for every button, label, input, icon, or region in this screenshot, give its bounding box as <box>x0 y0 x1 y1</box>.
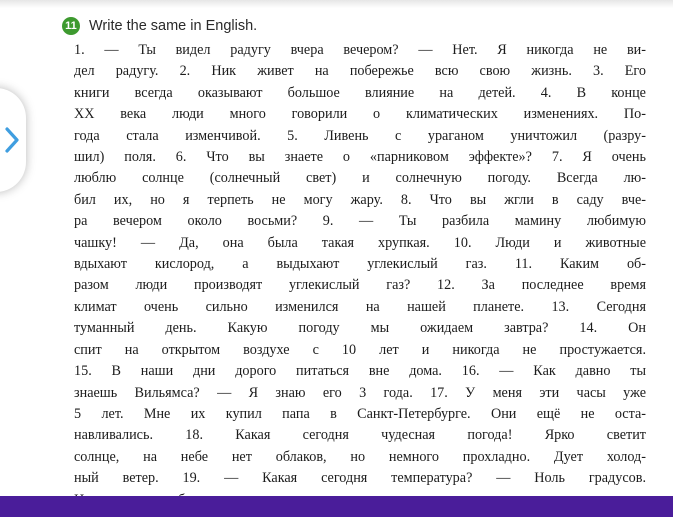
text-line: 5 лет. Мне их купил папа в Санкт-Петербурге. Они ещё не оста- <box>74 405 646 422</box>
text-line: дел радугу. 2. Ник живет на побережье всю свою жизнь. 3. Его <box>74 63 646 80</box>
text-line: климат очень сильно изменился на нашей планете. 13. Сегодня <box>74 298 646 315</box>
top-edge <box>0 0 673 8</box>
text-line: спит на открытом воздухе с 10 лет и никогда не простужается. <box>74 341 646 358</box>
exercise-number-badge: 11 <box>62 17 80 35</box>
text-line: туманный день. Какую погоду мы ожидаем завтра? 14. Он <box>74 320 646 337</box>
exercise-header <box>62 14 257 38</box>
text-line: люблю солнце (солнечный свет) и солнечную погоду. Всегда лю- <box>74 170 646 187</box>
text-line: ный ветер. 19. — Какая сегодня температура? — Ноль градусов. <box>74 470 646 487</box>
text-line: разом люди производят углекислый газ? 12. За последнее время <box>74 277 646 294</box>
text-line: чашку! — Да, она была такая хрупкая. 10. Люди и животные <box>74 234 646 251</box>
text-line: 1. — Ты видел радугу вчера вечером? — Нет. Я никогда не ви- <box>74 42 646 58</box>
bottom-bar <box>0 496 673 517</box>
text-line: вдыхают кислород, а выдыхают углекислый газ. 11. Каким об- <box>74 256 646 273</box>
text-line: ра вечером около восьми? 9. — Ты разбила мамину любимую <box>74 213 646 230</box>
text-line: знаешь Вильямса? — Я знаю его 3 года. 17. У меня эти часы уже <box>74 384 646 401</box>
text-line: навливались. 18. Какая сегодня чудесная погода! Ярко светит <box>74 427 646 444</box>
text-line: книги всегда оказывают большое влияние на детей. 4. В конце <box>74 84 646 101</box>
text-line: шил) поля. 6. Что вы знаете о «парниковом эффекте»? 7. Я очень <box>74 149 646 166</box>
text-line: бил их, но я терпеть не могу жару. 8. Что вы жгли в саду вче- <box>74 191 646 208</box>
previous-next-nav-tab[interactable] <box>0 88 26 192</box>
chevron-right-icon[interactable] <box>4 126 20 154</box>
text-line: 15. В наши дни дорого питаться вне дома. 16. — Как давно ты <box>74 363 646 380</box>
text-line: солнце, на небе нет облаков, но немного прохладно. Дует холод- <box>74 448 646 465</box>
text-line: XX века люди много говорили о климатических изменениях. По- <box>74 106 646 123</box>
text-line: года стала изменчивой. 5. Ливень с ураганом уничтожил (разру- <box>74 127 646 144</box>
exercise-instruction: Write the same in English. <box>89 18 258 34</box>
